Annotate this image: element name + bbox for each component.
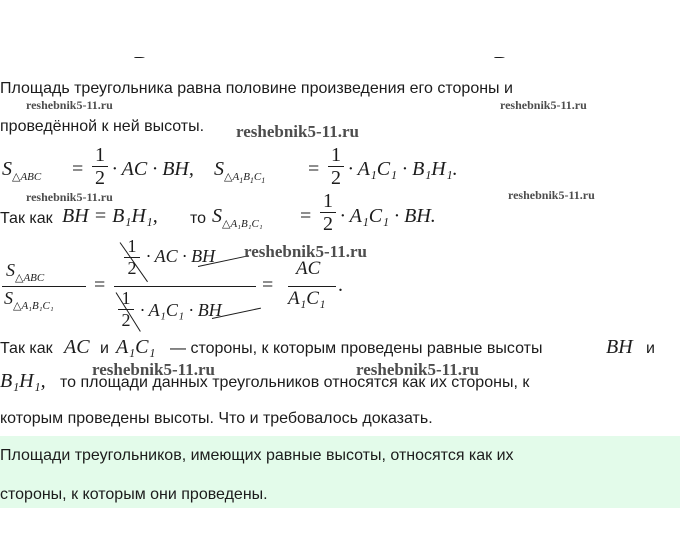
ratio-formula: $S_{\triangle ABC}$ $S_{\triangle A_1B_1C_1}$ = 1 2 · AC · BH 1 2 · A₁C₁ · BH = AC A₁C₁ . bbox=[4, 236, 343, 330]
watermark: reshebnik5-11.ru bbox=[92, 360, 215, 379]
para-2-s: $S_{\triangle A_1B_1C_1}$ bbox=[212, 205, 263, 230]
watermark: reshebnik5-11.ru bbox=[26, 190, 113, 204]
glyph-mask bbox=[0, 58, 680, 76]
watermark: reshebnik5-11.ru bbox=[356, 360, 479, 379]
para-2-half: 1 2 bbox=[320, 190, 336, 235]
paragraph-1-line-2: проведённой к ней высоты. bbox=[0, 118, 205, 135]
para-2-tail: · A₁C₁ · BH. bbox=[340, 205, 436, 227]
para-2-math-1: BH = B₁H₁, bbox=[62, 205, 158, 227]
formula-1-rhs2: · A₁C₁ · B₁H₁. bbox=[348, 158, 458, 180]
conclusion-line-1: Площади треугольников, имеющих равные высоты, относятся как их bbox=[0, 447, 514, 464]
formula-1-half-2: 1 2 bbox=[328, 144, 344, 189]
watermark: reshebnik5-11.ru bbox=[500, 98, 587, 112]
paragraph-3-line-3: которым проведены высоты. Что и требовалось доказать. bbox=[0, 410, 433, 427]
formula-1-s1: $S_{\triangle ABC}$ bbox=[2, 158, 42, 183]
watermark: reshebnik5-11.ru bbox=[26, 98, 113, 112]
formula-1-s2: $S_{\triangle A_1B_1C_1}$ bbox=[214, 158, 266, 185]
watermark: reshebnik5-11.ru bbox=[244, 242, 367, 261]
formula-1-half-1: 1 2 bbox=[92, 144, 108, 189]
paragraph-1-line-1: Площадь треугольника равна половине произведения его стороны и bbox=[0, 80, 513, 97]
watermark: reshebnik5-11.ru bbox=[508, 188, 595, 202]
formula-1-rhs1: · AC · BH, bbox=[112, 158, 194, 180]
watermark: reshebnik5-11.ru bbox=[236, 122, 359, 141]
conclusion-line-2: стороны, к которым они проведены. bbox=[0, 486, 268, 503]
